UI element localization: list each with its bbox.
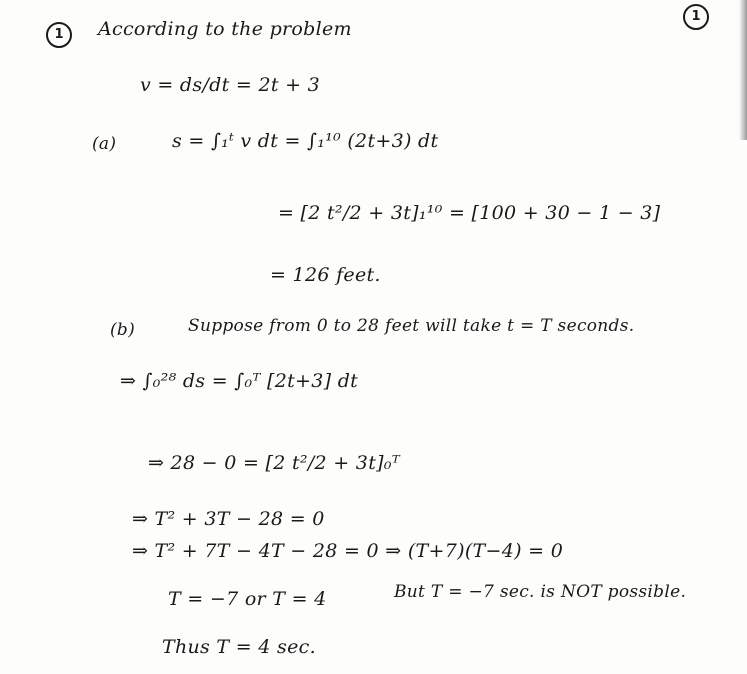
part-b-evaluation: ⇒ 28 − 0 = [2 t²/2 + 3t]₀ᵀ — [148, 452, 401, 474]
part-a-result: = 126 feet. — [270, 264, 381, 286]
page-number-circle: 1 — [683, 4, 709, 30]
part-b-quadratic: ⇒ T² + 3T − 28 = 0 — [132, 508, 325, 530]
problem-number-circle: 1 — [46, 22, 72, 48]
part-a-label: (a) — [92, 134, 117, 154]
velocity-equation: v = ds/dt = 2t + 3 — [140, 74, 321, 96]
heading-text: According to the problem — [98, 18, 352, 40]
part-b-roots: T = −7 or T = 4 — [168, 588, 327, 610]
part-b-integral: ⇒ ∫₀²⁸ ds = ∫₀ᵀ [2t+3] dt — [120, 370, 359, 392]
conclusion-text: Thus T = 4 sec. — [162, 636, 316, 658]
part-a-integral: s = ∫₁ᵗ v dt = ∫₁¹⁰ (2t+3) dt — [172, 130, 439, 152]
part-b-suppose: Suppose from 0 to 28 feet will take t = T seconds. — [188, 316, 635, 336]
paper-edge-shadow — [739, 0, 747, 140]
part-b-label: (b) — [110, 320, 136, 340]
part-a-evaluation: = [2 t²/2 + 3t]₁¹⁰ = [100 + 30 − 1 − 3] — [278, 202, 661, 224]
part-b-factorization: ⇒ T² + 7T − 4T − 28 = 0 ⇒ (T+7)(T−4) = 0 — [132, 540, 564, 562]
part-b-note: But T = −7 sec. is NOT possible. — [394, 582, 687, 602]
